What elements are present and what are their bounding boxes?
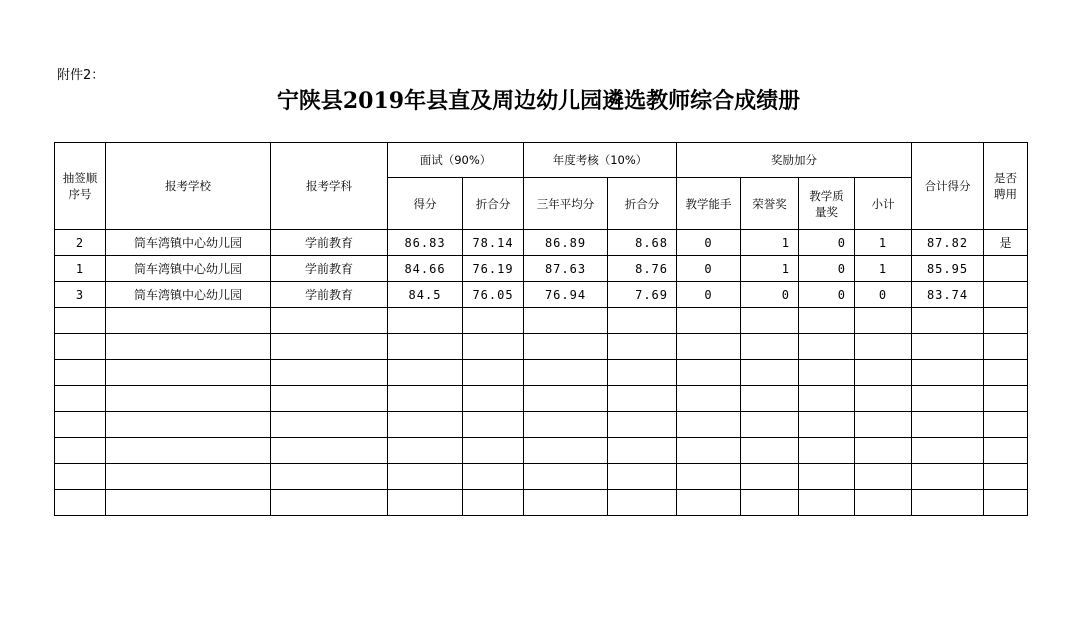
cell-annual-converted: 8.68: [608, 230, 677, 256]
empty-cell: [524, 360, 608, 386]
empty-row: [55, 464, 1028, 490]
cell-total: 83.74: [912, 282, 984, 308]
empty-cell: [271, 438, 388, 464]
empty-cell: [741, 334, 799, 360]
empty-cell: [463, 412, 524, 438]
empty-cell: [912, 490, 984, 516]
header-subject: 报考学科: [271, 143, 388, 230]
empty-row: [55, 334, 1028, 360]
empty-cell: [855, 464, 912, 490]
empty-cell: [55, 386, 106, 412]
cell-annual-avg: 76.94: [524, 282, 608, 308]
table-row: [55, 230, 1028, 256]
cell-annual-avg: 87.63: [524, 256, 608, 282]
empty-row: [55, 412, 1028, 438]
empty-cell: [984, 386, 1028, 412]
empty-cell: [912, 308, 984, 334]
empty-cell: [677, 334, 741, 360]
header-bonus-teaching: 教学能手: [677, 178, 741, 230]
header-school: 报考学校: [106, 143, 271, 230]
empty-cell: [608, 464, 677, 490]
empty-cell: [741, 386, 799, 412]
empty-cell: [55, 334, 106, 360]
empty-cell: [388, 490, 463, 516]
empty-cell: [912, 412, 984, 438]
header-bonus: 奖励加分: [677, 143, 912, 178]
empty-cell: [912, 464, 984, 490]
empty-row: [55, 308, 1028, 334]
empty-cell: [799, 334, 855, 360]
empty-cell: [741, 490, 799, 516]
empty-row: [55, 438, 1028, 464]
empty-cell: [388, 334, 463, 360]
empty-cell: [741, 438, 799, 464]
cell-seq: 3: [55, 282, 106, 308]
empty-cell: [463, 464, 524, 490]
empty-cell: [271, 334, 388, 360]
empty-cell: [741, 360, 799, 386]
empty-cell: [55, 490, 106, 516]
cell-bonus-teaching: 0: [677, 256, 741, 282]
cell-school: 筒车湾镇中心幼儿园: [106, 230, 271, 256]
header-interview: 面试（90%）: [388, 143, 524, 178]
empty-cell: [463, 360, 524, 386]
header-bonus-subtotal: 小计: [855, 178, 912, 230]
header-seq: 抽签顺序号: [55, 143, 106, 230]
header-interview-converted: 折合分: [463, 178, 524, 230]
header-hired: 是否聘用: [984, 143, 1028, 230]
empty-row: [55, 360, 1028, 386]
empty-cell: [912, 438, 984, 464]
empty-cell: [984, 334, 1028, 360]
empty-cell: [984, 490, 1028, 516]
empty-cell: [912, 360, 984, 386]
cell-bonus-honor: 1: [741, 256, 799, 282]
cell-interview-score: 86.83: [388, 230, 463, 256]
cell-total: 85.95: [912, 256, 984, 282]
cell-school: 筒车湾镇中心幼儿园: [106, 282, 271, 308]
empty-cell: [799, 464, 855, 490]
header-annual-avg: 三年平均分: [524, 178, 608, 230]
empty-cell: [984, 308, 1028, 334]
empty-cell: [608, 308, 677, 334]
empty-cell: [741, 412, 799, 438]
cell-hired: [984, 282, 1028, 308]
empty-cell: [608, 334, 677, 360]
empty-cell: [912, 334, 984, 360]
erased-region: [730, 521, 1040, 541]
empty-cell: [984, 438, 1028, 464]
empty-cell: [855, 438, 912, 464]
empty-cell: [106, 360, 271, 386]
cell-bonus-subtotal: 0: [855, 282, 912, 308]
page-title: 宁陕县2019年县直及周边幼儿园遴选教师综合成绩册: [276, 88, 801, 114]
empty-cell: [55, 464, 106, 490]
cell-hired: 是: [984, 230, 1028, 256]
header-interview-score: 得分: [388, 178, 463, 230]
cell-annual-avg: 86.89: [524, 230, 608, 256]
empty-cell: [463, 308, 524, 334]
empty-cell: [677, 412, 741, 438]
cell-interview-score: 84.66: [388, 256, 463, 282]
empty-cell: [106, 386, 271, 412]
cell-annual-converted: 7.69: [608, 282, 677, 308]
cell-bonus-honor: 1: [741, 230, 799, 256]
empty-cell: [524, 386, 608, 412]
header-row-top: [55, 143, 1028, 178]
empty-cell: [799, 438, 855, 464]
empty-cell: [524, 490, 608, 516]
cell-bonus-teaching: 0: [677, 230, 741, 256]
empty-cell: [106, 464, 271, 490]
table-row: [55, 282, 1028, 308]
cell-annual-converted: 8.76: [608, 256, 677, 282]
empty-cell: [106, 490, 271, 516]
empty-cell: [388, 464, 463, 490]
empty-cell: [55, 308, 106, 334]
empty-cell: [55, 438, 106, 464]
cell-bonus-teaching: 0: [677, 282, 741, 308]
header-annual-converted: 折合分: [608, 178, 677, 230]
empty-cell: [106, 308, 271, 334]
empty-cell: [55, 412, 106, 438]
empty-cell: [524, 308, 608, 334]
cell-interview-converted: 78.14: [463, 230, 524, 256]
empty-cell: [608, 360, 677, 386]
empty-row: [55, 490, 1028, 516]
header-bonus-honor: 荣誉奖: [741, 178, 799, 230]
empty-cell: [271, 386, 388, 412]
empty-cell: [388, 308, 463, 334]
empty-cell: [271, 412, 388, 438]
cell-interview-converted: 76.19: [463, 256, 524, 282]
empty-cell: [855, 412, 912, 438]
empty-cell: [855, 334, 912, 360]
header-bonus-quality: 教学质量奖: [799, 178, 855, 230]
score-table: [54, 142, 1028, 516]
cell-total: 87.82: [912, 230, 984, 256]
empty-cell: [855, 308, 912, 334]
empty-cell: [388, 438, 463, 464]
empty-cell: [608, 490, 677, 516]
empty-cell: [912, 386, 984, 412]
empty-cell: [271, 308, 388, 334]
cell-bonus-quality: 0: [799, 256, 855, 282]
cell-subject: 学前教育: [271, 256, 388, 282]
empty-cell: [984, 412, 1028, 438]
empty-cell: [524, 464, 608, 490]
empty-cell: [677, 386, 741, 412]
cell-interview-converted: 76.05: [463, 282, 524, 308]
empty-row: [55, 386, 1028, 412]
cell-interview-score: 84.5: [388, 282, 463, 308]
cell-bonus-honor: 0: [741, 282, 799, 308]
cell-subject: 学前教育: [271, 282, 388, 308]
empty-cell: [608, 438, 677, 464]
attachment-label: 附件2：: [57, 68, 105, 83]
cell-seq: 2: [55, 230, 106, 256]
empty-cell: [55, 360, 106, 386]
empty-cell: [524, 334, 608, 360]
empty-cell: [388, 360, 463, 386]
empty-cell: [799, 360, 855, 386]
empty-cell: [463, 386, 524, 412]
empty-cell: [677, 464, 741, 490]
header-annual: 年度考核（10%）: [524, 143, 677, 178]
empty-cell: [677, 438, 741, 464]
empty-cell: [984, 360, 1028, 386]
empty-cell: [855, 490, 912, 516]
empty-cell: [271, 490, 388, 516]
empty-cell: [608, 412, 677, 438]
empty-cell: [524, 412, 608, 438]
empty-cell: [677, 490, 741, 516]
empty-cell: [799, 490, 855, 516]
table-row: [55, 256, 1028, 282]
empty-cell: [463, 490, 524, 516]
empty-cell: [855, 386, 912, 412]
empty-cell: [463, 438, 524, 464]
empty-cell: [741, 308, 799, 334]
empty-cell: [524, 438, 608, 464]
empty-cell: [799, 308, 855, 334]
cell-bonus-subtotal: 1: [855, 256, 912, 282]
cell-bonus-quality: 0: [799, 230, 855, 256]
cell-bonus-subtotal: 1: [855, 230, 912, 256]
cell-school: 筒车湾镇中心幼儿园: [106, 256, 271, 282]
cell-subject: 学前教育: [271, 230, 388, 256]
empty-cell: [677, 360, 741, 386]
empty-cell: [106, 412, 271, 438]
empty-cell: [388, 386, 463, 412]
empty-cell: [463, 334, 524, 360]
empty-cell: [106, 438, 271, 464]
header-total: 合计得分: [912, 143, 984, 230]
empty-cell: [799, 412, 855, 438]
empty-cell: [855, 360, 912, 386]
empty-cell: [106, 334, 271, 360]
empty-cell: [271, 464, 388, 490]
empty-cell: [984, 464, 1028, 490]
empty-cell: [608, 386, 677, 412]
cell-hired: [984, 256, 1028, 282]
cell-seq: 1: [55, 256, 106, 282]
empty-cell: [388, 412, 463, 438]
empty-cell: [741, 464, 799, 490]
cell-bonus-quality: 0: [799, 282, 855, 308]
empty-cell: [677, 308, 741, 334]
empty-cell: [271, 360, 388, 386]
empty-cell: [799, 386, 855, 412]
